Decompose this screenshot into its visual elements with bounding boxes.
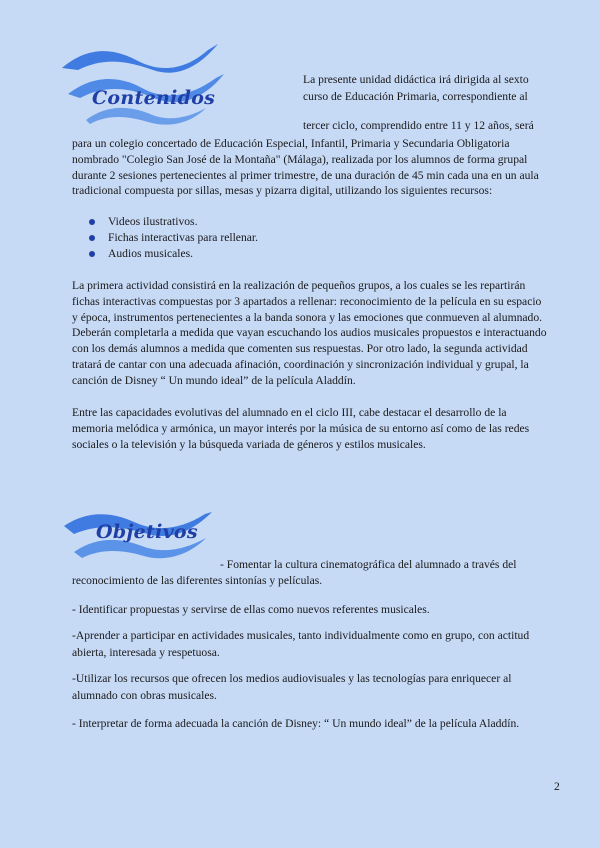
intro-line-1: La presente unidad didáctica irá dirigida al sexto xyxy=(303,73,529,86)
objective-item: - Identificar propuestas y servirse de ellas como nuevos referentes musicales. xyxy=(72,603,430,616)
activities-paragraph: La primera actividad consistirá en la realización de pequeños grupos, a los cuales se les repartirán fichas interactivas compuestas por 3 apartados a rellenar: reconocimiento de la película en su espacio y época, instrumentos pertenecientes a la banda sonora y las emociones que conmueven al alumnado. Deberán completarla a medida que vayan escuchando los audios musicales propuestos e interactuando con los demás alumnos a medida que comenten sus respuestas. Por otro lado, la segunda actividad tratará de cantar con una adecuada afinación, coordinación y sincronización individual y grupal, la canción de Disney “ Un mundo ideal” de la película Aladdín. xyxy=(72,279,547,387)
objective-item: - Interpretar de forma adecuada la canción de Disney: “ Un mundo ideal” de la película Aladdín. xyxy=(72,717,520,730)
page-number: 2 xyxy=(554,780,560,793)
list-item: Fichas interactivas para rellenar. xyxy=(88,230,258,246)
list-item: Audios musicales. xyxy=(88,246,258,262)
intro-line-2: curso de Educación Primaria, correspondiente al xyxy=(303,90,528,103)
intro-paragraph: para un colegio concertado de Educación Especial, Infantil, Primaria y Secundaria Obligatoria nombrado "Colegio San José de la Montaña" (Málaga), realizada por los alumnos de forma grupal durante 2 sesiones pertenecientes al primer trimestre, de una duración de 45 min cada una en un aula tradicional compuesta por sillas, mesas y pizarra digital, utilizando los siguientes recursos: xyxy=(72,137,539,198)
objective-first-continuation: reconocimiento de las diferentes sintonías y películas. xyxy=(72,574,323,587)
objective-item: -Aprender a participar en actividades musicales, tanto individualmente como en grupo, con actitud abierta, interesada y respetuosa. xyxy=(72,629,530,659)
objective-first-line: - Fomentar la cultura cinematográfica del alumnado a través del xyxy=(220,558,517,571)
intro-line-3: tercer ciclo, comprendido entre 11 y 12 años, será xyxy=(303,119,534,132)
capacities-paragraph: Entre las capacidades evolutivas del alumnado en el ciclo III, cabe destacar el desarrollo de la memoria melódica y armónica, un mayor interés por la música de su entorno así como de las redes sociales o la televisión y la búsqueda variada de géneros y estilos musicales. xyxy=(72,406,530,451)
resources-list xyxy=(88,214,258,263)
objetivos-heading: Objetivos xyxy=(96,521,198,543)
wave-decoration-icon xyxy=(58,38,228,128)
list-item: Videos ilustrativos. xyxy=(88,214,258,230)
contenidos-heading: Contenidos xyxy=(92,87,216,109)
objective-item: -Utilizar los recursos que ofrecen los medios audiovisuales y las tecnologías para enriquecer al alumnado con obras musicales. xyxy=(72,672,512,702)
